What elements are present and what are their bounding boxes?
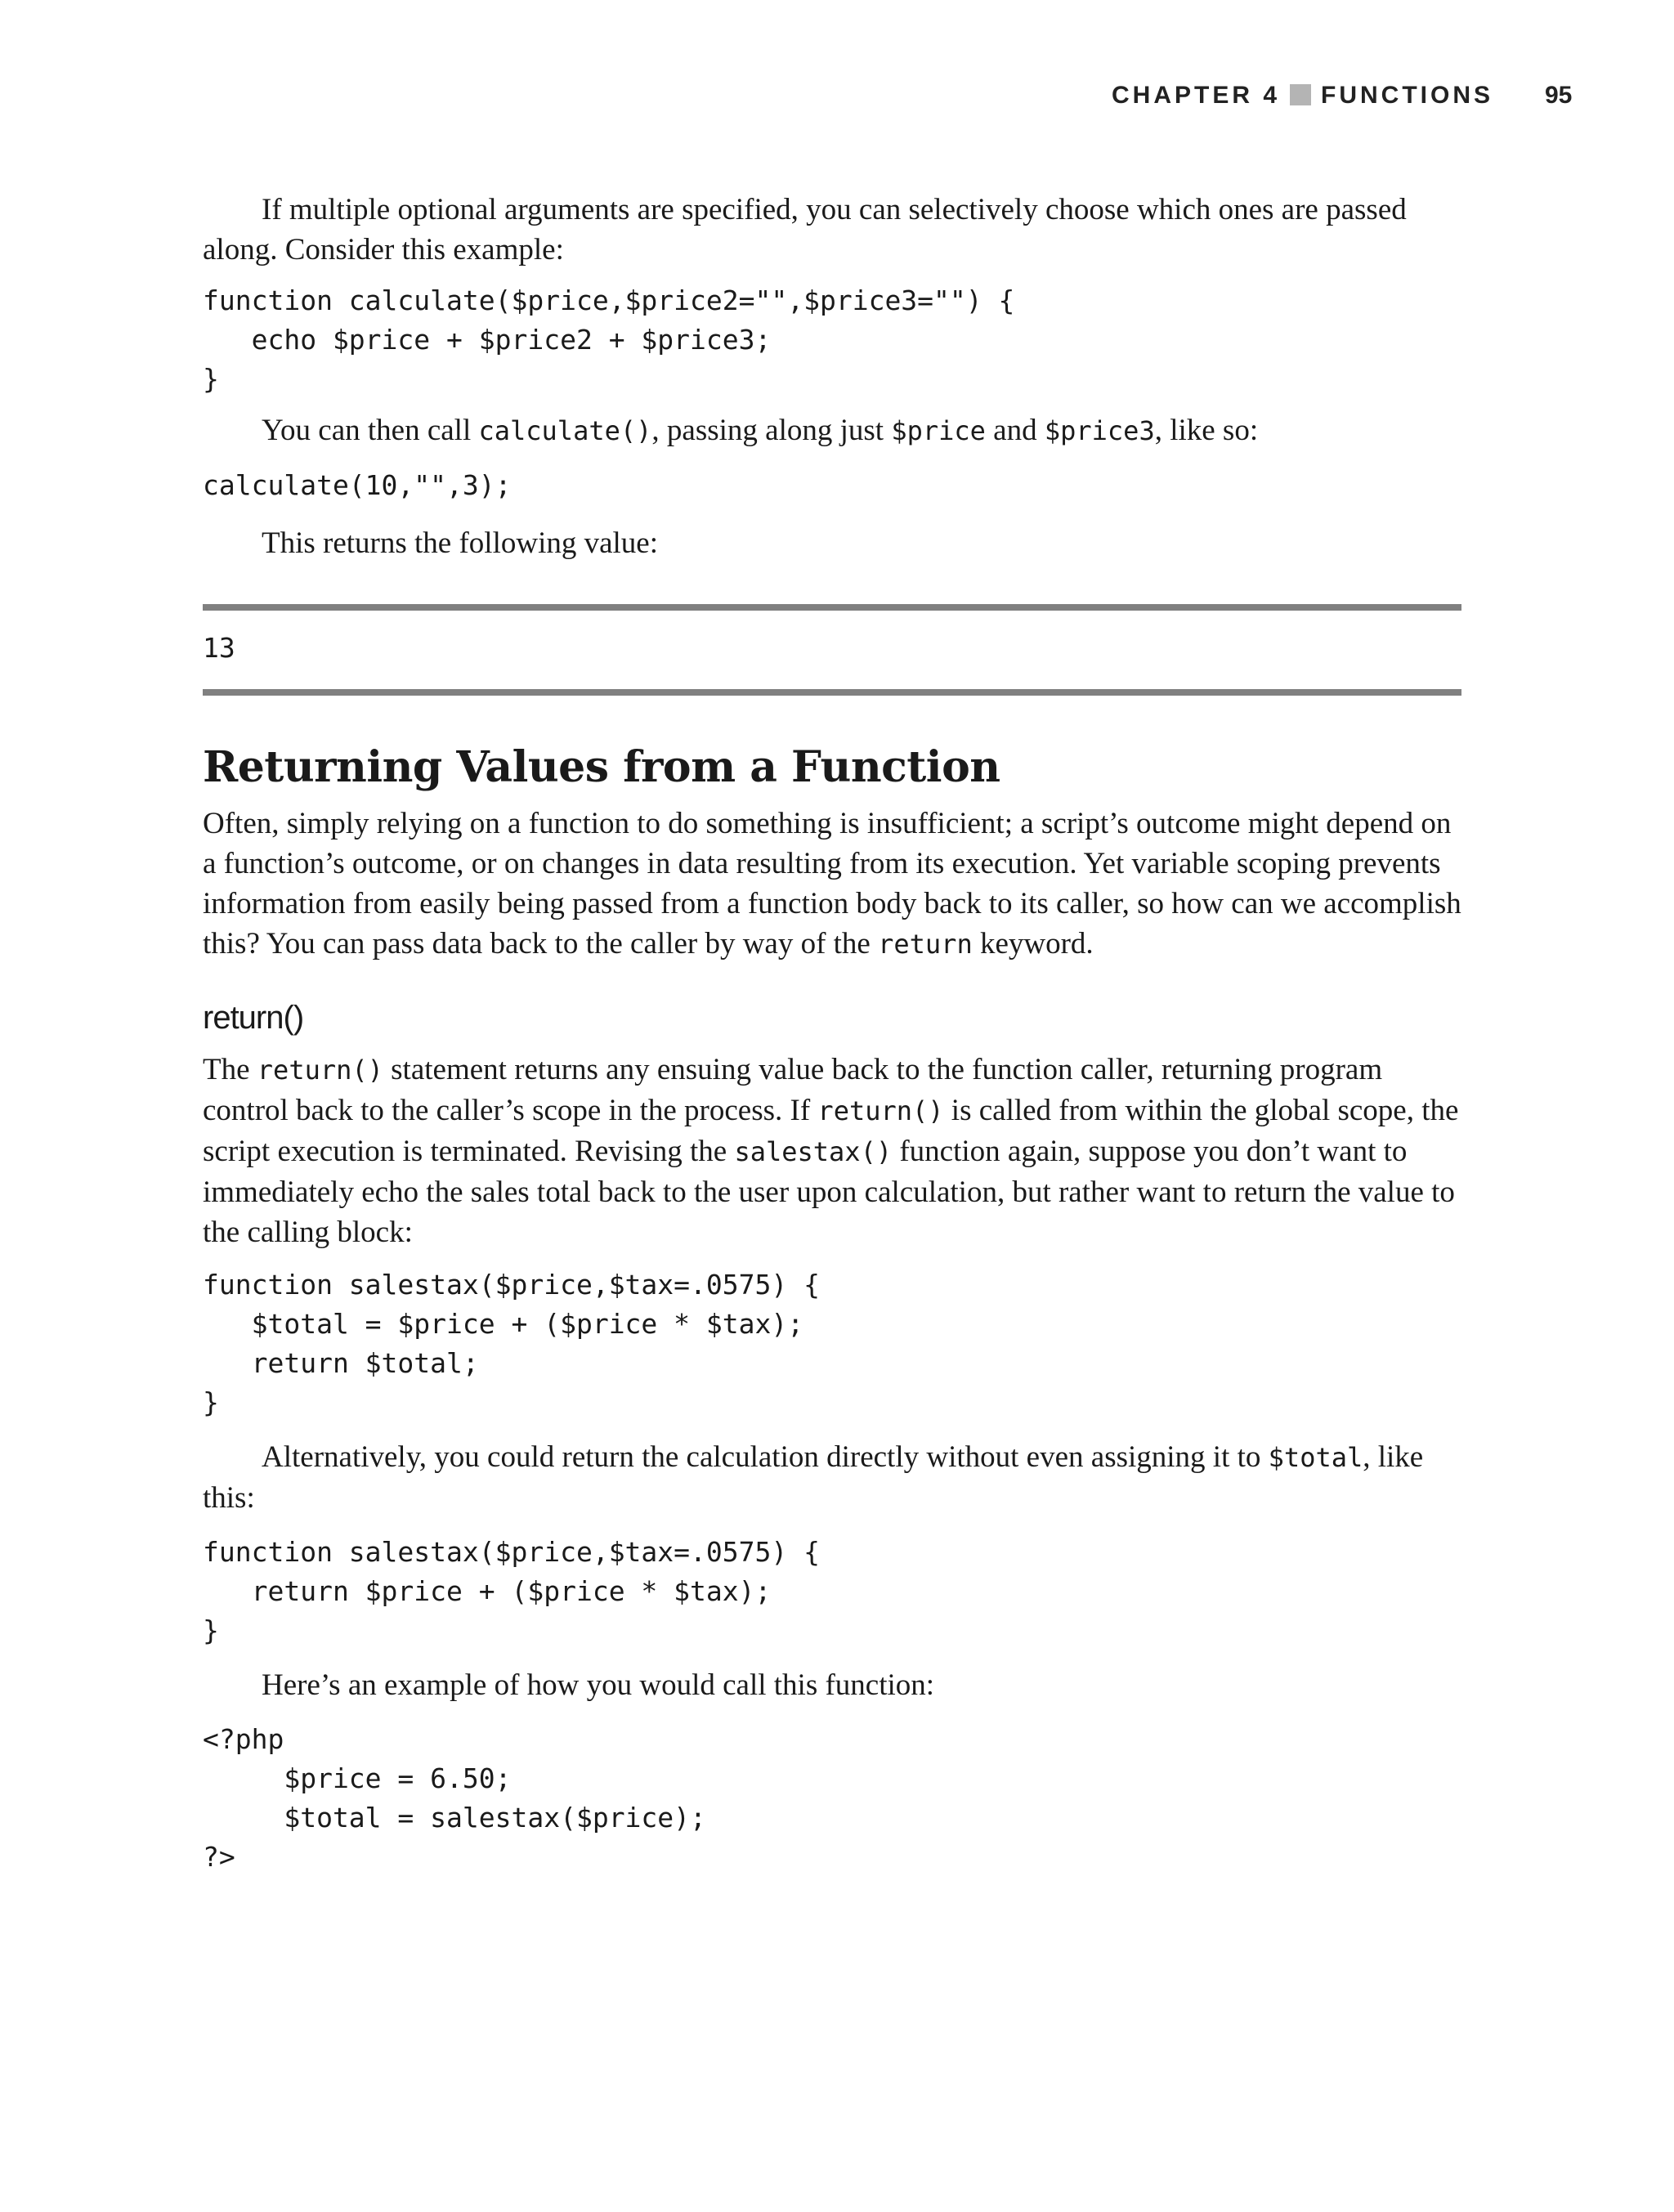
inline-code: $total <box>1268 1442 1363 1473</box>
code-block-php-example: <?php $price = 6.50; $total = salestax($price); ?> <box>203 1723 706 1873</box>
paragraph-optional-args: If multiple optional arguments are specified, you can selectively choose which ones are passed along. Consider this example: <box>203 193 1407 266</box>
section-heading: Returning Values from a Function <box>203 742 1000 792</box>
paragraph-alternatively: Alternatively, you could return the calculation directly without even assigning it to $total, like this: <box>203 1440 1424 1515</box>
square-bullet-icon <box>1290 84 1311 105</box>
inline-code: return() <box>817 1095 944 1126</box>
paragraph-example-call: Here’s an example of how you would call this function: <box>262 1668 935 1702</box>
paragraph-return-statement: The return() statement returns any ensuing value back to the function caller, returning program control back to the caller’s scope in the process. If return() is called from within the global scope, the script execution is terminated. Revising the salestax() function again, suppose you don’t want to immediately echo the sales total back to the user upon calculation, but rather want to return the value to the calling block: <box>203 1053 1459 1249</box>
inline-code: salestax() <box>734 1136 893 1167</box>
paragraph-call-calculate: You can then call calculate(), passing along just $price and $price3, like so: <box>262 414 1259 447</box>
output-top-rule <box>203 604 1461 611</box>
code-block-calculate: function calculate($price,$price2="",$price3="") { echo $price + $price2 + $price3; } <box>203 284 1015 395</box>
code-block-salestax-direct: function salestax($price,$tax=.0575) { return $price + ($price * $tax); } <box>203 1536 820 1646</box>
code-block-call: calculate(10,"",3); <box>203 469 512 501</box>
chapter-label: CHAPTER 4 <box>1112 82 1281 109</box>
section-label: FUNCTIONS <box>1321 82 1494 109</box>
output-bottom-rule <box>203 689 1461 696</box>
inline-code: $price3 <box>1044 415 1155 446</box>
running-head <box>1112 82 1493 110</box>
inline-code: return() <box>257 1055 383 1086</box>
inline-code: return <box>878 929 973 960</box>
page-number: 95 <box>1545 82 1573 109</box>
paragraph-returning-values: Often, simply relying on a function to do something is insufficient; a script’s outcome might depend on a function’s outcome, or on changes in data resulting from its execution. Yet variable scoping prevents information from easily being passed from a function body back to its caller, so how can we accomplish this? You can pass data back to the caller by way of the return keyword. <box>203 807 1461 960</box>
paragraph-returns: This returns the following value: <box>262 526 659 560</box>
inline-code: $price <box>891 415 986 446</box>
subsection-heading: return() <box>203 1000 304 1036</box>
code-block-salestax-total: function salestax($price,$tax=.0575) { $total = $price + ($price * $tax); return $total; } <box>203 1269 820 1418</box>
inline-code: calculate() <box>478 415 652 446</box>
page-body <box>203 190 1461 1877</box>
output-block: 13 <box>203 632 235 664</box>
